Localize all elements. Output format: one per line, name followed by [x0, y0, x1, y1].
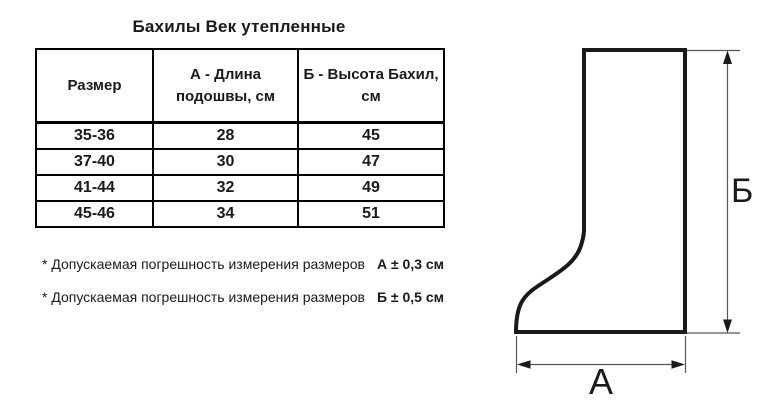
- tolerance-note-a: [42, 256, 444, 272]
- height-arrow-down-icon: [723, 320, 732, 334]
- cell-height: 45: [298, 123, 444, 150]
- col-header-sole-length-line1: А - Длина: [189, 65, 261, 83]
- col-header-height: [298, 49, 444, 123]
- col-header-size-line1: Размер: [67, 76, 122, 94]
- col-header-size: [36, 49, 153, 123]
- cell-sole-length: 30: [153, 149, 298, 175]
- cell-size: 45-46: [36, 201, 153, 227]
- table-row: [36, 123, 444, 150]
- page-title: Бахилы Век утепленные: [132, 17, 346, 36]
- col-header-height-line1: Б - Высота Бахил,: [303, 65, 439, 83]
- boot-dimension-diagram: [480, 0, 782, 417]
- sole-arrow-right-icon: [672, 360, 686, 369]
- tolerance-note-a-text: * Допускаемая погрешность измерения размеров: [42, 256, 365, 272]
- table-header-row: [36, 49, 444, 123]
- cell-sole-length: 32: [153, 175, 298, 201]
- sole-arrow-left-icon: [517, 360, 531, 369]
- cell-size: 35-36: [36, 123, 153, 150]
- cell-height: 47: [298, 149, 444, 175]
- cell-sole-length: 28: [153, 123, 298, 150]
- table-row: [36, 175, 444, 201]
- cell-height: 51: [298, 201, 444, 227]
- table-row: [36, 201, 444, 227]
- sole-dimension-label: А: [588, 361, 614, 402]
- col-header-height-line2: см: [361, 87, 381, 105]
- height-dimension-label: Б: [731, 172, 754, 210]
- cell-size: 37-40: [36, 149, 153, 175]
- cell-height: 49: [298, 175, 444, 201]
- tolerance-note-b-text: * Допускаемая погрешность измерения размеров: [42, 289, 365, 305]
- tolerance-note-a-value: А ± 0,3 см: [376, 256, 445, 272]
- cell-sole-length: 34: [153, 201, 298, 227]
- height-arrow-up-icon: [723, 51, 732, 65]
- col-header-sole-length-line2: подошвы, см: [175, 87, 276, 105]
- table-row: [36, 149, 444, 175]
- size-table: [35, 48, 445, 228]
- tolerance-note-b: [42, 289, 444, 305]
- col-header-sole-length: [153, 49, 298, 123]
- cell-size: 41-44: [36, 175, 153, 201]
- boot-outline: [516, 50, 685, 332]
- tolerance-note-b-value: Б ± 0,5 см: [376, 289, 444, 305]
